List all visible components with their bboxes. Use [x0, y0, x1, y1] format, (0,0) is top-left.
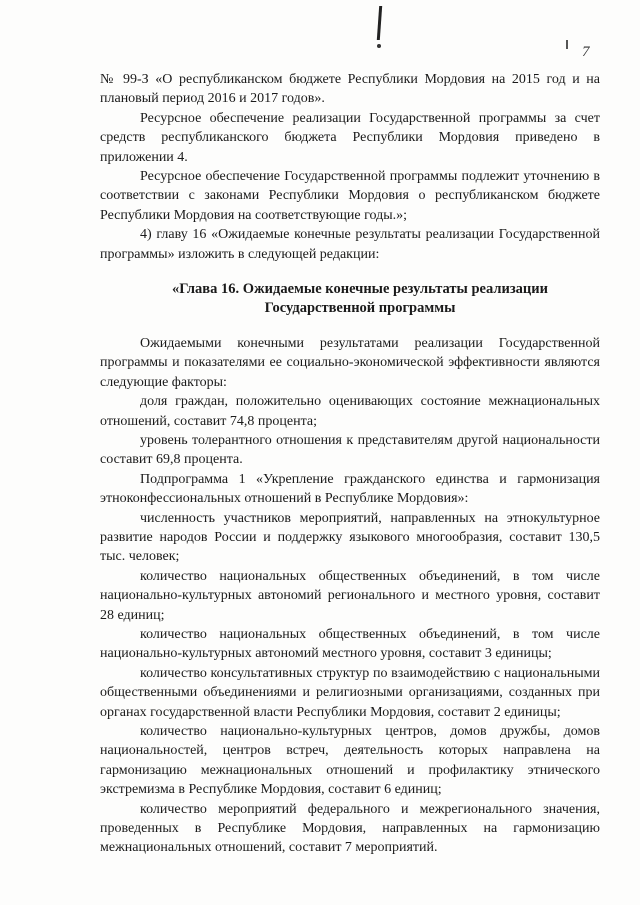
- page-number: 7: [582, 44, 590, 60]
- paragraph-associations-regional: количество национальных общественных объединений, в том числе национально-культурных автономий регионального и местного уровня, составит 28 единиц;: [100, 568, 600, 623]
- paragraph-resource-provision: Ресурсное обеспечение реализации Государственной программы за счет средств республиканского бюджета Республики Мордовия приведено в приложении 4.: [100, 110, 600, 165]
- paragraph-consultative-structures: количество консультативных структур по взаимодействию с национальными общественными объединениями и религиозными организациями, созданных при органах государственной власти Республики Мордовия, составит 2 единицы;: [100, 665, 600, 720]
- paragraph-resource-adjustment: Ресурсное обеспечение Государственной программы подлежит уточнению в соответствии с законами Республики Мордовия о республиканском бюджете Республики Мордовия на соответствующие годы.»;: [100, 169, 600, 223]
- paragraph-expected-results: Ожидаемыми конечными результатами реализации Государственной программы и показателями ее социально-экономической эффективности являются следующие факторы:: [100, 335, 600, 390]
- document-body: [100, 70, 600, 858]
- scan-artifact-mark: [372, 6, 386, 48]
- paragraph-share-citizens: доля граждан, положительно оценивающих состояние межнациональных отношений, составит 74,8 процента;: [100, 394, 600, 429]
- paragraph-cultural-centers: количество национально-культурных центров, домов дружбы, домов национальностей, центров встреч, деятельность которых направлена на гармонизацию межнациональных отношений и профилактику этнического экстремизма в Республике Мордовия, составит 6 единиц;: [100, 724, 600, 798]
- chapter-heading: «Глава 16. Ожидаемые конечные результаты реализации Государственной программы: [172, 281, 548, 317]
- paragraph-chapter-amendment: 4) главу 16 «Ожидаемые конечные результаты реализации Государственной программы» изложить в следующей редакции:: [100, 227, 600, 262]
- paragraph-tolerance-level: уровень толерантного отношения к представителям другой национальности составит 69,8 процента.: [100, 432, 600, 468]
- paragraph-subprogram-1: Подпрограмма 1 «Укрепление гражданского единства и гармонизация этноконфессиональных отношений в Республике Мордовия»:: [100, 471, 600, 507]
- paragraph-associations-local: количество национальных общественных объединений, в том числе национально-культурных автономий местного уровня, составит 3 единицы;: [100, 626, 600, 662]
- paragraph-participants-count: численность участников мероприятий, направленных на этнокультурное развитие народов России и поддержку языкового многообразия, составит 130,5 тыс. человек;: [100, 510, 600, 565]
- scan-artifact-dot: [377, 44, 381, 48]
- scan-artifact-tick: [566, 40, 568, 49]
- paragraph-events-count: количество мероприятий федерального и межрегионального значения, проведенных в Республике Мордовия, направленных на гармонизацию межнациональных отношений, составит 7 мероприятий.: [100, 801, 600, 856]
- paragraph-budget-law: № 99-З «О республиканском бюджете Республики Мордовия на 2015 год и на плановый период 2016 и 2017 годов».: [100, 72, 600, 107]
- scan-artifact-stroke: [377, 6, 382, 40]
